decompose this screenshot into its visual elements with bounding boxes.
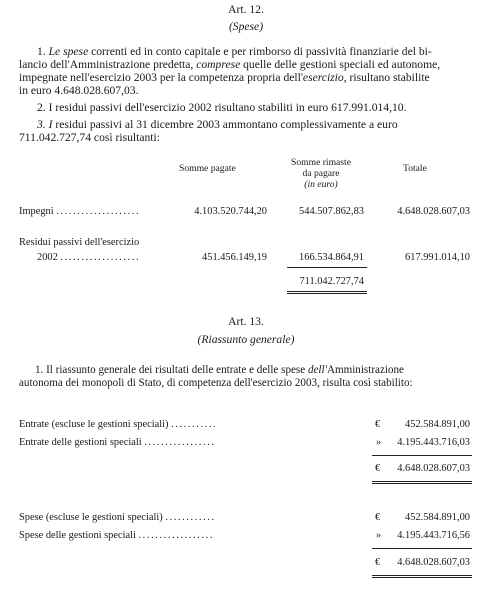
art13-p1-a: 1. Il riassunto generale dei risultati delle entrate e delle spese (35, 364, 308, 376)
art12-p3-text: residui passivi al 31 dicembre 2003 ammontano complessivamente a euro (52, 118, 398, 131)
spese-1-label (19, 512, 216, 523)
art12-p1-line3-c: , risultano stabilite (343, 71, 430, 84)
col-header-total: Totale (403, 163, 427, 174)
row-impegni-remaining: 544.507.862,83 (299, 206, 364, 217)
row-residui-dots: ................... (60, 252, 141, 263)
art12-subtitle (0, 20, 492, 33)
row-residui-total: 617.991.014,10 (405, 252, 470, 263)
art13-p1-c: Amministrazione (326, 364, 404, 376)
row-impegni-text: Impegni (19, 206, 54, 217)
art12-p1-line2-c: quelle delle gestioni speciali ed autonome, (240, 58, 441, 71)
spese-2-dots: .................. (138, 530, 215, 541)
art13-title: Art. 13. (228, 315, 264, 328)
sum-rule-top (287, 267, 367, 268)
row-impegni-dots: .................... (56, 206, 141, 217)
art12-p1-text: correnti ed in conto capitale e per rimborso di passività finanziarie del bi- (88, 45, 432, 58)
spese-1-symbol: € (375, 512, 381, 523)
row-impegni-total: 4.648.028.607,03 (397, 206, 470, 217)
art12-subtitle-text: (Spese) (228, 20, 264, 33)
spese-1-value: 452.584.891,00 (405, 512, 470, 523)
art12-p1-line2-a: lancio dell'Amministrazione predetta, (19, 58, 197, 71)
art12-p1-line3 (19, 71, 430, 84)
spese-rule-top (372, 548, 472, 549)
entrate-2-text: Entrate delle gestioni speciali (19, 437, 142, 448)
col-header-remaining-2: da pagare (302, 168, 340, 179)
row-residui-label-1: Residui passivi dell'esercizio (19, 237, 140, 248)
row-residui-label-2 (37, 252, 140, 263)
spese-1-dots: ............ (165, 512, 216, 523)
spese-rule-bottom-1 (372, 575, 472, 576)
spese-2-label (19, 530, 214, 541)
spese-rule-bottom-2 (372, 577, 472, 578)
art12-p1-num: 1. (37, 45, 46, 58)
art12-p1-italic: Le spese (48, 45, 89, 58)
row-residui-remaining: 166.534.864,91 (299, 252, 364, 263)
col-header-paid: Somme pagate (179, 163, 236, 174)
art13-p1-italic: dell' (307, 364, 327, 376)
art12-p1-line2 (19, 58, 440, 71)
entrate-2-label (19, 437, 216, 448)
art12-p3-line2: 711.042.727,74 così risultanti: (19, 131, 160, 144)
entrate-1-value: 452.584.891,00 (405, 419, 470, 430)
entrate-2-symbol: » (376, 437, 382, 448)
art12-p1-line4: in euro 4.648.028.607,03. (19, 84, 139, 97)
art12-p1-line3-a: impegnate nell'esercizio 2003 per la competenza propria dell' (19, 71, 303, 84)
art12-title: Art. 12. (228, 3, 264, 16)
row-impegni-label (19, 206, 140, 217)
col-header-unit: (in euro) (304, 179, 338, 190)
row-residui-paid: 451.456.149,19 (202, 252, 267, 263)
art12-p3-line1 (37, 118, 398, 131)
entrate-1-label (19, 419, 217, 430)
entrate-2-dots: ................. (144, 437, 216, 448)
sum-remaining: 711.042.727,74 (299, 276, 364, 287)
entrate-2-value: 4.195.443.716,03 (397, 437, 470, 448)
entrate-rule-bottom-2 (372, 483, 472, 484)
spese-total-symbol: € (375, 557, 381, 568)
art12-p2: 2. I residui passivi dell'esercizio 2002 risultano stabiliti in euro 617.991.014,10. (37, 101, 407, 114)
sum-rule-bottom-1 (287, 291, 367, 292)
entrate-rule-top (372, 455, 472, 456)
art13-p1-line2: autonoma dei monopoli di Stato, di competenza dell'esercizio 2003, risulta così stabilito: (19, 377, 413, 389)
col-header-remaining-1: Somme rimaste (291, 157, 351, 168)
col-header-remaining-3 (282, 179, 360, 190)
entrate-total-symbol: € (375, 463, 381, 474)
spese-2-text: Spese delle gestioni speciali (19, 530, 136, 541)
row-residui-year: 2002 (37, 252, 58, 263)
entrate-1-dots: ........... (171, 419, 218, 430)
art12-p1-line2-italic: comprese (196, 58, 241, 71)
spese-1-text: Spese (escluse le gestioni speciali) (19, 512, 163, 523)
spese-2-symbol: » (376, 530, 382, 541)
art13-subtitle-text: (Riassunto generale) (197, 333, 295, 346)
entrate-total-value: 4.648.028.607,03 (397, 463, 470, 474)
art13-subtitle (0, 333, 492, 346)
art12-p3-italic: 3. I (37, 118, 53, 131)
art12-p1-line1 (37, 45, 432, 58)
art12-p1-line3-italic: esercizio (302, 71, 344, 84)
row-impegni-paid: 4.103.520.744,20 (194, 206, 267, 217)
spese-total-value: 4.648.028.607,03 (397, 557, 470, 568)
entrate-1-symbol: € (375, 419, 381, 430)
art13-p1-line1 (35, 364, 404, 377)
entrate-1-text: Entrate (escluse le gestioni speciali) (19, 419, 169, 430)
sum-rule-bottom-2 (287, 293, 367, 294)
entrate-rule-bottom-1 (372, 481, 472, 482)
spese-2-value: 4.195.443.716,56 (397, 530, 470, 541)
